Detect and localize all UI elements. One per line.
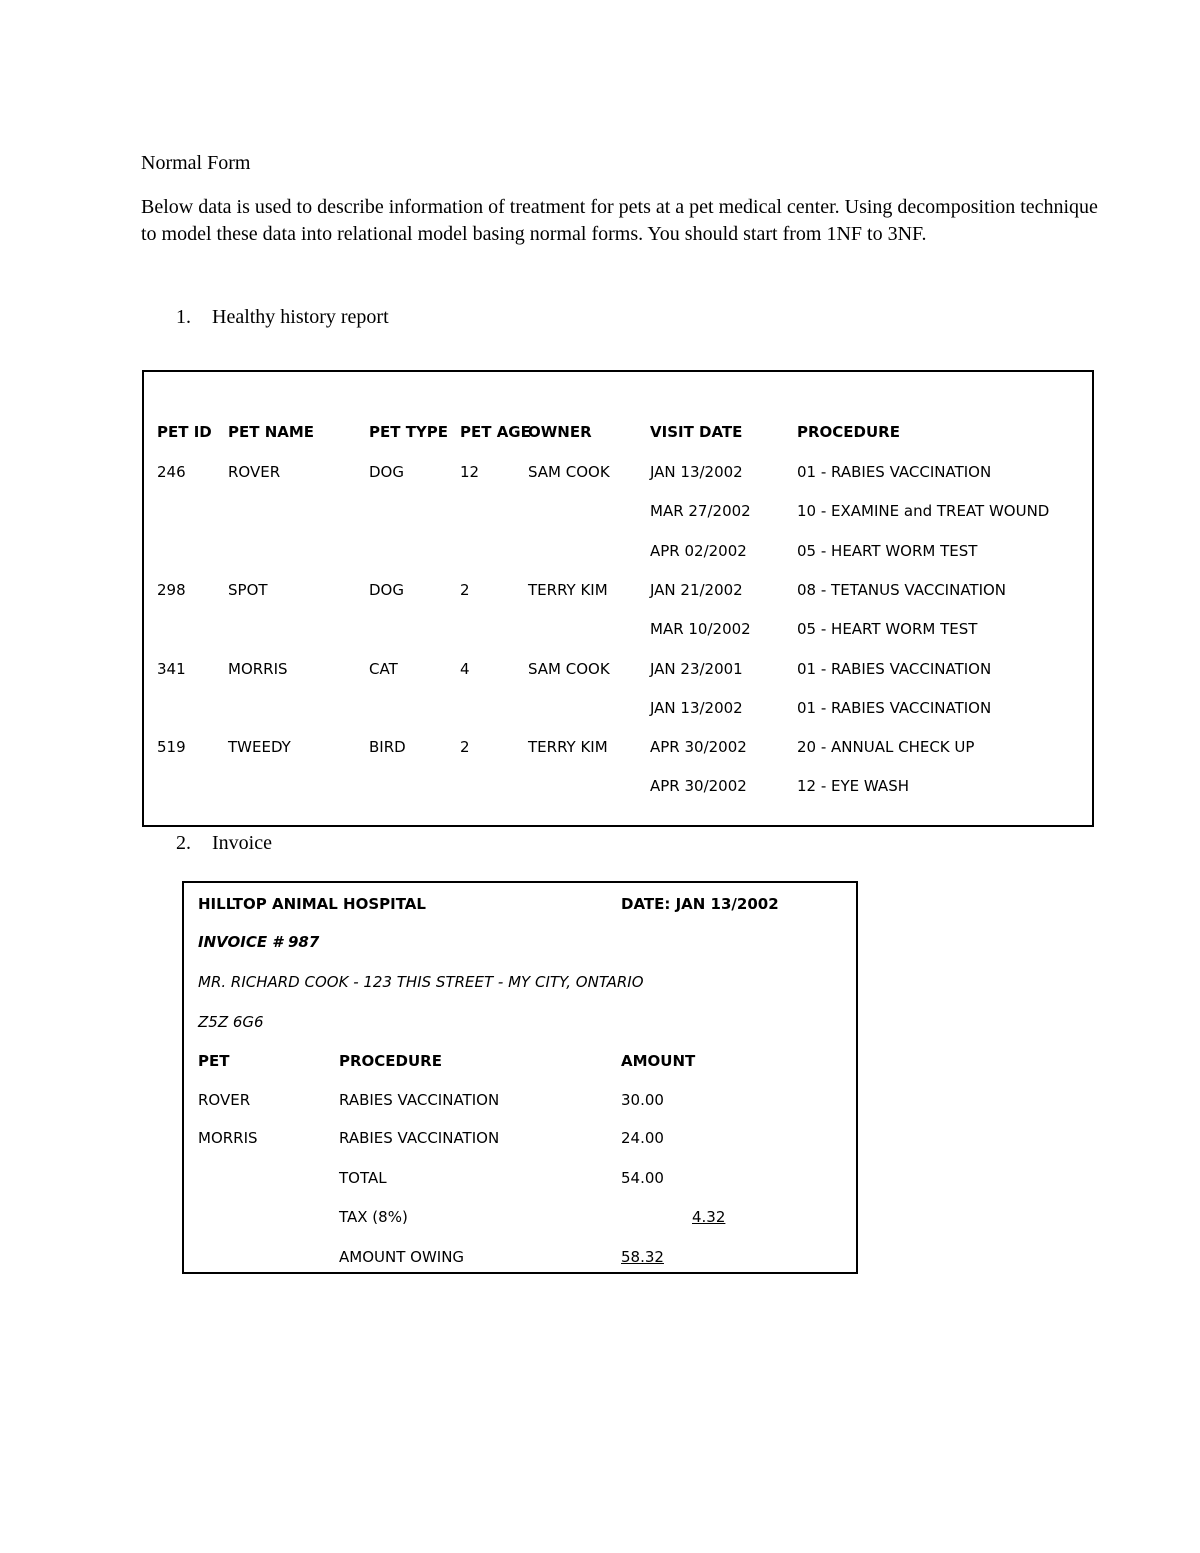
history-cell-visit-date: JAN 21/2002 xyxy=(650,581,743,599)
invoice-address-line-2: Z5Z 6G6 xyxy=(198,1013,264,1031)
history-cell-procedure: 01 - RABIES VACCINATION xyxy=(797,699,992,717)
history-cell-pet-age: 4 xyxy=(460,660,470,678)
invoice-item-procedure: RABIES VACCINATION xyxy=(339,1091,500,1109)
history-header-pet-age: PET AGE xyxy=(460,423,531,441)
health-history-report xyxy=(142,370,1094,827)
invoice-tax-label: TAX (8%) xyxy=(339,1208,408,1226)
history-cell-pet-age: 2 xyxy=(460,738,470,756)
invoice-hospital-name: HILLTOP ANIMAL HOSPITAL xyxy=(198,895,426,913)
invoice-number: INVOICE # 987 xyxy=(198,933,320,951)
history-cell-owner: SAM COOK xyxy=(528,660,610,678)
history-cell-owner: TERRY KIM xyxy=(528,738,608,756)
history-cell-visit-date: JAN 23/2001 xyxy=(650,660,743,678)
history-cell-pet-age: 2 xyxy=(460,581,470,599)
invoice-total-label: TOTAL xyxy=(339,1169,387,1187)
history-cell-visit-date: APR 30/2002 xyxy=(650,777,747,795)
history-cell-visit-date: APR 02/2002 xyxy=(650,542,747,560)
history-header-pet-type: PET TYPE xyxy=(369,423,449,441)
intro-paragraph: Below data is used to describe information of treatment for pets at a pet medical center. Using decomposition technique to model these data into relational model basing normal forms. You should start from 1NF to 3NF. xyxy=(141,196,1098,245)
history-cell-owner: TERRY KIM xyxy=(528,581,608,599)
history-cell-pet-type: DOG xyxy=(369,463,404,481)
invoice-owing-label: AMOUNT OWING xyxy=(339,1248,465,1266)
invoice-item-amount: 30.00 xyxy=(621,1091,664,1109)
history-cell-pet-id: 246 xyxy=(157,463,186,481)
history-cell-pet-age: 12 xyxy=(460,463,480,481)
section-1-number: 1. xyxy=(176,306,191,328)
history-cell-procedure: 10 - EXAMINE and TREAT WOUND xyxy=(797,502,1050,520)
history-cell-pet-id: 298 xyxy=(157,581,186,599)
history-cell-visit-date: APR 30/2002 xyxy=(650,738,747,756)
history-cell-visit-date: MAR 27/2002 xyxy=(650,502,751,520)
invoice-address-line-1: MR. RICHARD COOK - 123 THIS STREET - MY CITY, ONTARIO xyxy=(198,973,644,991)
invoice-item-pet: ROVER xyxy=(198,1091,251,1109)
history-header-owner: OWNER xyxy=(528,423,592,441)
history-cell-pet-type: BIRD xyxy=(369,738,406,756)
invoice-owing-value: 58.32 xyxy=(621,1248,664,1266)
history-header-procedure: PROCEDURE xyxy=(797,423,900,441)
history-cell-visit-date: JAN 13/2002 xyxy=(650,463,743,481)
invoice-tax-value: 4.32 xyxy=(692,1208,726,1226)
section-2-label: Invoice xyxy=(212,832,272,854)
history-header-pet-name: PET NAME xyxy=(228,423,315,441)
invoice-date: DATE: JAN 13/2002 xyxy=(621,895,779,913)
history-header-visit-date: VISIT DATE xyxy=(650,423,743,441)
invoice-total-value: 54.00 xyxy=(621,1169,664,1187)
history-cell-procedure: 08 - TETANUS VACCINATION xyxy=(797,581,1007,599)
invoice-item-amount: 24.00 xyxy=(621,1129,664,1147)
history-cell-pet-name: MORRIS xyxy=(228,660,288,678)
invoice-item-procedure: RABIES VACCINATION xyxy=(339,1129,500,1147)
history-cell-procedure: 05 - HEART WORM TEST xyxy=(797,620,978,638)
history-cell-procedure: 01 - RABIES VACCINATION xyxy=(797,660,992,678)
invoice-header-amount: AMOUNT xyxy=(621,1052,696,1070)
history-cell-procedure: 12 - EYE WASH xyxy=(797,777,909,795)
invoice-header-pet: PET xyxy=(198,1052,230,1070)
history-cell-visit-date: JAN 13/2002 xyxy=(650,699,743,717)
history-cell-pet-type: DOG xyxy=(369,581,404,599)
history-cell-pet-id: 341 xyxy=(157,660,186,678)
history-cell-pet-name: TWEEDY xyxy=(228,738,291,756)
section-1-label: Healthy history report xyxy=(212,306,389,328)
history-cell-pet-name: SPOT xyxy=(228,581,268,599)
history-cell-procedure: 20 - ANNUAL CHECK UP xyxy=(797,738,975,756)
document-title: Normal Form xyxy=(141,152,251,174)
section-2-number: 2. xyxy=(176,832,191,854)
invoice xyxy=(182,881,858,1274)
history-cell-pet-name: ROVER xyxy=(228,463,281,481)
history-header-pet-id: PET ID xyxy=(157,423,212,441)
invoice-item-pet: MORRIS xyxy=(198,1129,258,1147)
history-cell-procedure: 01 - RABIES VACCINATION xyxy=(797,463,992,481)
history-cell-procedure: 05 - HEART WORM TEST xyxy=(797,542,978,560)
history-cell-owner: SAM COOK xyxy=(528,463,610,481)
history-cell-visit-date: MAR 10/2002 xyxy=(650,620,751,638)
invoice-header-procedure: PROCEDURE xyxy=(339,1052,442,1070)
history-cell-pet-id: 519 xyxy=(157,738,186,756)
history-cell-pet-type: CAT xyxy=(369,660,398,678)
